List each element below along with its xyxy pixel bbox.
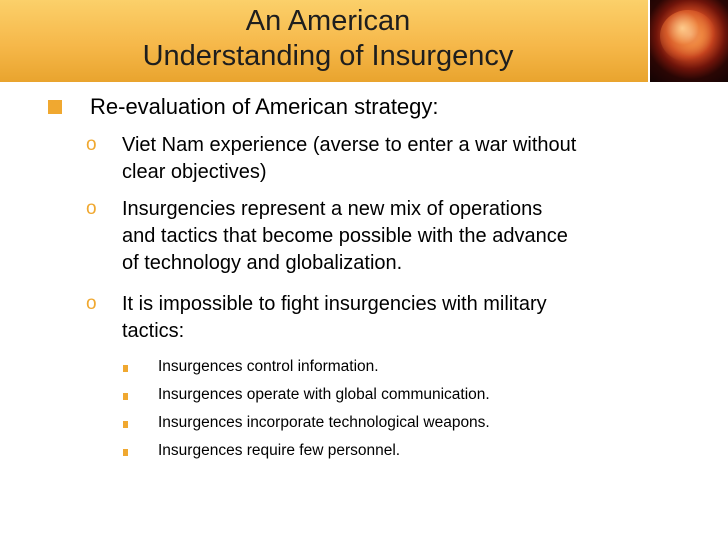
bullet-level2-1-line1: Viet Nam experience (averse to enter a war without (122, 134, 577, 156)
bullet-level2-1 (122, 132, 692, 186)
bullet-level2-2-line1: Insurgencies represent a new mix of operations (122, 198, 543, 220)
title-line-1: An American (245, 5, 411, 37)
bullet-level2-2-line2: and tactics that become possible with the advance (122, 225, 568, 247)
circle-bullet-icon: o (86, 198, 97, 219)
title-band (0, 0, 728, 82)
title-line-2: Understanding of Insurgency (142, 40, 514, 72)
bullet-level2-2 (122, 196, 692, 277)
bullet-level3-2: Insurgences operate with global communication. (158, 386, 490, 403)
bullet-level3-4: Insurgences require few personnel. (158, 442, 401, 459)
circle-bullet-icon: o (86, 293, 97, 314)
small-square-bullet-icon (123, 449, 128, 456)
bullet-level2-3-line2: tactics: (122, 320, 185, 342)
bullet-level3-1: Insurgences control information. (158, 358, 379, 375)
slide-title (100, 4, 556, 74)
title-box (0, 0, 648, 82)
small-square-bullet-icon (123, 421, 128, 428)
bullet-level2-3-line1: It is impossible to fight insurgencies with military (122, 293, 547, 315)
small-square-bullet-icon (123, 393, 128, 400)
bullet-level2-2-line3: of technology and globalization. (122, 252, 403, 274)
small-square-bullet-icon (123, 365, 128, 372)
explosion-highlight (660, 10, 716, 62)
circle-bullet-icon: o (86, 134, 97, 155)
square-bullet-icon (48, 100, 62, 114)
bullet-level1: Re-evaluation of American strategy: (90, 94, 439, 119)
bullet-level2-3 (122, 291, 692, 345)
bullet-level2-1-line2: clear objectives) (122, 161, 267, 183)
bullet-level3-3: Insurgences incorporate technological weapons. (158, 414, 490, 431)
